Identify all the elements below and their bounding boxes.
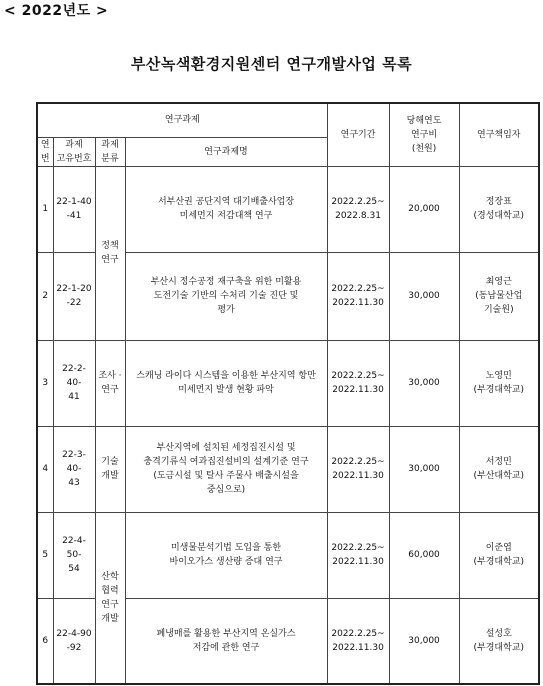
row-researcher: 서정민 (부산대학교): [459, 426, 539, 512]
row-code: 22-3-40- 43: [53, 426, 95, 512]
row-no: 5: [37, 512, 53, 598]
header-topic-name: 연구과제명: [125, 137, 327, 166]
row-researcher: 설성호 (부경대학교): [459, 598, 539, 684]
row-period: 2022.2.25~ 2022.8.31: [327, 166, 389, 252]
row-researcher: 최영근 (동남물산업 기술원): [459, 252, 539, 340]
row-period: 2022.2.25~ 2022.11.30: [327, 598, 389, 684]
row-budget: 30,000: [389, 426, 459, 512]
header-period: 연구기간: [327, 103, 389, 166]
row-code: 22-4-50- 54: [53, 512, 95, 598]
row-researcher: 노영민 (부경대학교): [459, 340, 539, 426]
row-topic: 미생물분석기법 도입을 통한 바이오가스 생산량 증대 연구: [125, 512, 327, 598]
header-row-top: [37, 103, 539, 137]
row-code: 22-2-40- 41: [53, 340, 95, 426]
row-budget: 60,000: [389, 512, 459, 598]
row-budget: 30,000: [389, 598, 459, 684]
row-code: 22-1-40 -41: [53, 166, 95, 252]
header-budget: 당해연도 연구비 (천원): [389, 103, 459, 166]
row-topic: 폐냉매를 활용한 부산지역 온실가스 저감에 관한 연구: [125, 598, 327, 684]
row-topic: 부산시 정수공정 재구축을 위한 미활용 도전기술 기반의 수처리 기술 진단 및 평가: [125, 252, 327, 340]
table-row: [37, 512, 539, 598]
category-group: 조사 · 연구: [95, 340, 125, 426]
row-topic: 서부산권 공단지역 대기배출사업장 미세먼지 저감대책 연구: [125, 166, 327, 252]
header-researcher: 연구책임자: [459, 103, 539, 166]
table-row: [37, 426, 539, 512]
row-no: 3: [37, 340, 53, 426]
header-category: 과제 분류: [95, 137, 125, 166]
row-topic: 스캐닝 라이다 시스템을 이용한 부산지역 항만 미세먼지 발생 현황 파악: [125, 340, 327, 426]
header-research-topic: 연구과제: [37, 103, 327, 137]
category-group: 산학 협력 연구 개발: [95, 512, 125, 684]
row-no: 1: [37, 166, 53, 252]
row-no: 2: [37, 252, 53, 340]
research-project-table: [36, 102, 540, 685]
row-budget: 30,000: [389, 252, 459, 340]
row-no: 6: [37, 598, 53, 684]
row-period: 2022.2.25~ 2022.11.30: [327, 426, 389, 512]
row-researcher: 정장표 (경성대학교): [459, 166, 539, 252]
category-group: 정책 연구: [95, 166, 125, 340]
table-row: [37, 340, 539, 426]
row-code: 22-4-90 -92: [53, 598, 95, 684]
category-group: 기술 개발: [95, 426, 125, 512]
row-budget: 20,000: [389, 166, 459, 252]
row-budget: 30,000: [389, 340, 459, 426]
row-period: 2022.2.25~ 2022.11.30: [327, 340, 389, 426]
row-period: 2022.2.25~ 2022.11.30: [327, 252, 389, 340]
table-row: [37, 166, 539, 252]
header-no: 연 번: [37, 137, 53, 166]
row-no: 4: [37, 426, 53, 512]
row-code: 22-1-20 -22: [53, 252, 95, 340]
row-topic: 부산지역에 설치된 세정집진시설 및 충격기류식 여과집진설비의 설계기준 연구 (도금시설 및 탈사 주물사 배출시설을 중심으로): [125, 426, 327, 512]
row-researcher: 이준엽 (부경대학교): [459, 512, 539, 598]
year-label: < 2022년도 >: [4, 3, 109, 19]
page-title: 부산녹색환경지원센터 연구개발사업 목록: [130, 55, 413, 73]
header-code: 과제 고유번호: [53, 137, 95, 166]
row-period: 2022.2.25~ 2022.11.30: [327, 512, 389, 598]
